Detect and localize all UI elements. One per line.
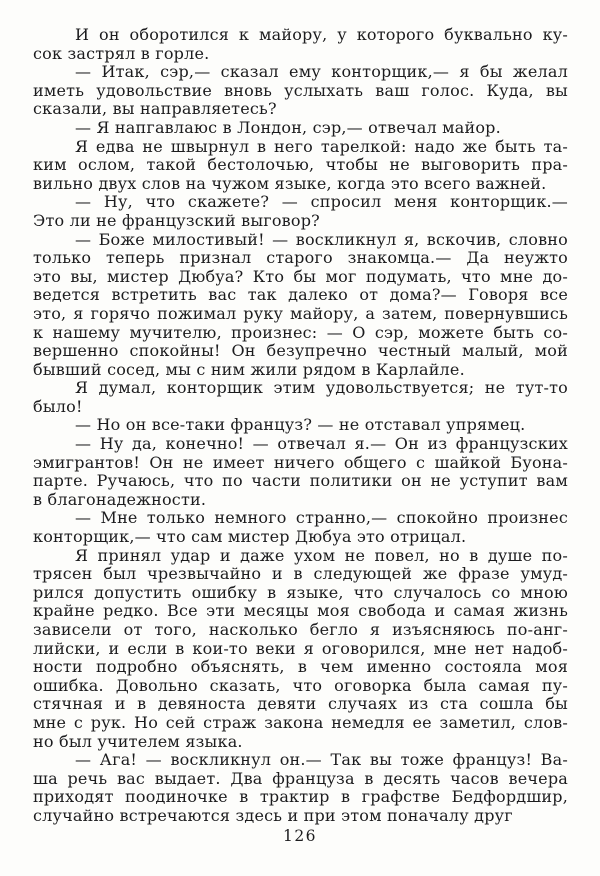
text-line: рился допустить ошибку в языке, что случалось со мною: [33, 582, 568, 602]
text-line: — Итак, сэр,— сказал ему конторщик,— я бы желал: [75, 62, 568, 82]
paragraph: [33, 26, 568, 63]
text-line: Это ли не французский выговор?: [33, 210, 320, 230]
text-line: Я принял удар и даже ухом не повел, но в душе по-: [75, 545, 568, 565]
text-line: — Ну да, конечно! — отвечал я.— Он из французских: [75, 434, 568, 454]
text-line: конторщик,— что сам мистер Дюбуа это отрицал.: [33, 527, 467, 547]
text-line: трясен был чрезвычайно и в следующей же фразе умуд-: [33, 564, 568, 584]
text-line: — Боже милостивый! — воскликнул я, вскочив, словно: [75, 229, 568, 249]
text-line: эмигрантов! Он не имеет ничего общего с шайкой Буона-: [33, 452, 568, 472]
text-line: вильно двух слов на чужом языке, когда это всего важней.: [33, 173, 547, 193]
paragraph: [33, 379, 568, 416]
text-line: зависели от того, насколько бегло я изъясняюсь по-анг-: [33, 620, 568, 639]
text-line: к нашему мучителю, произнес: — О сэр, можете быть со-: [33, 322, 568, 342]
text-line: ности подробно объяснять, в чем именно состояла моя: [33, 657, 568, 677]
text-line: крайне редко. Все эти месяцы моя свобода и самая жизнь: [33, 601, 568, 621]
text-line: ведется встретить вас так далеко от дома?— Говоря все: [33, 285, 568, 305]
paragraph: [33, 119, 568, 138]
paragraph: [33, 63, 568, 119]
text-line: иметь удовольствие вновь услыхать ваш голос. Куда, вы: [33, 80, 568, 100]
paragraph: [33, 416, 568, 435]
page-number: 126: [282, 827, 318, 845]
text-line: сок застрял в горле.: [33, 43, 210, 63]
text-line: лийски, и если в кои-то веки я оговорился, мне нет надоб-: [33, 638, 568, 658]
text-line: это вы, мистер Дюбуа? Кто бы мог подумать, что мне до-: [33, 266, 568, 286]
text-line: ша речь вас выдает. Два француза в десять часов вечера: [33, 768, 568, 788]
text-line: ким ослом, такой бестолочью, чтобы не выговорить пра-: [33, 155, 568, 175]
text-line: — Ага! — воскликнул он.— Так вы тоже француз! Ва-: [75, 750, 568, 770]
text-line: вершенно спокойны! Он безупречно честный малый, мой: [33, 341, 568, 361]
text-block: [33, 26, 568, 826]
text-line: это, я горячо пожимал руку майору, а затем, повернувшись: [33, 303, 568, 323]
text-line: парте. Ручаюсь, что по части политики он не уступит вам: [33, 471, 568, 491]
text-line: — Но он все-таки француз? — не отставал упрямец.: [75, 415, 526, 435]
paragraph: [33, 751, 568, 825]
text-line: — Мне только немного странно,— спокойно произнес: [75, 508, 568, 528]
paragraph: [33, 435, 568, 509]
text-line: Я думал, конторщик этим удовольствуется; не тут-то: [75, 378, 568, 398]
text-line: ошибка. Довольно сказать, что оговорка была самая пу-: [33, 675, 568, 695]
text-line: — Ну, что скажете? — спросил меня конторщик.—: [75, 192, 568, 212]
text-line: приходят поодиночке в трактир в графстве Бедфордшир,: [33, 787, 568, 807]
text-line: сказали, вы направляетесь?: [33, 99, 277, 119]
paragraph: [33, 138, 568, 194]
text-line: — Я напгавлаюс в Лондон, сэр,— отвечал майор.: [75, 117, 501, 137]
text-line: но был учителем языка.: [33, 731, 243, 751]
text-line: И он оборотился к майору, у которого буквально ку-: [75, 25, 568, 44]
paragraph: [33, 193, 568, 230]
paragraph: [33, 509, 568, 546]
text-line: в благонадежности.: [33, 489, 207, 509]
paragraph: [33, 231, 568, 380]
text-line: стячная и в девяноста девяти случаях из ста сошла бы: [33, 694, 568, 714]
text-line: только теперь признал старого знакомца.— Да неужто: [33, 248, 568, 268]
text-line: Я едва не швырнул в него тарелкой: надо же быть та-: [75, 136, 568, 156]
text-line: было!: [33, 396, 83, 416]
text-line: бывший сосед, мы с ним жили рядом в Карлайле.: [33, 359, 465, 379]
text-line: мне с рук. Но сей страж закона немедля ее заметил, слов-: [33, 712, 568, 732]
paragraph: [33, 547, 568, 752]
text-line: случайно встречаются здесь и при этом поначалу друг: [33, 805, 513, 825]
